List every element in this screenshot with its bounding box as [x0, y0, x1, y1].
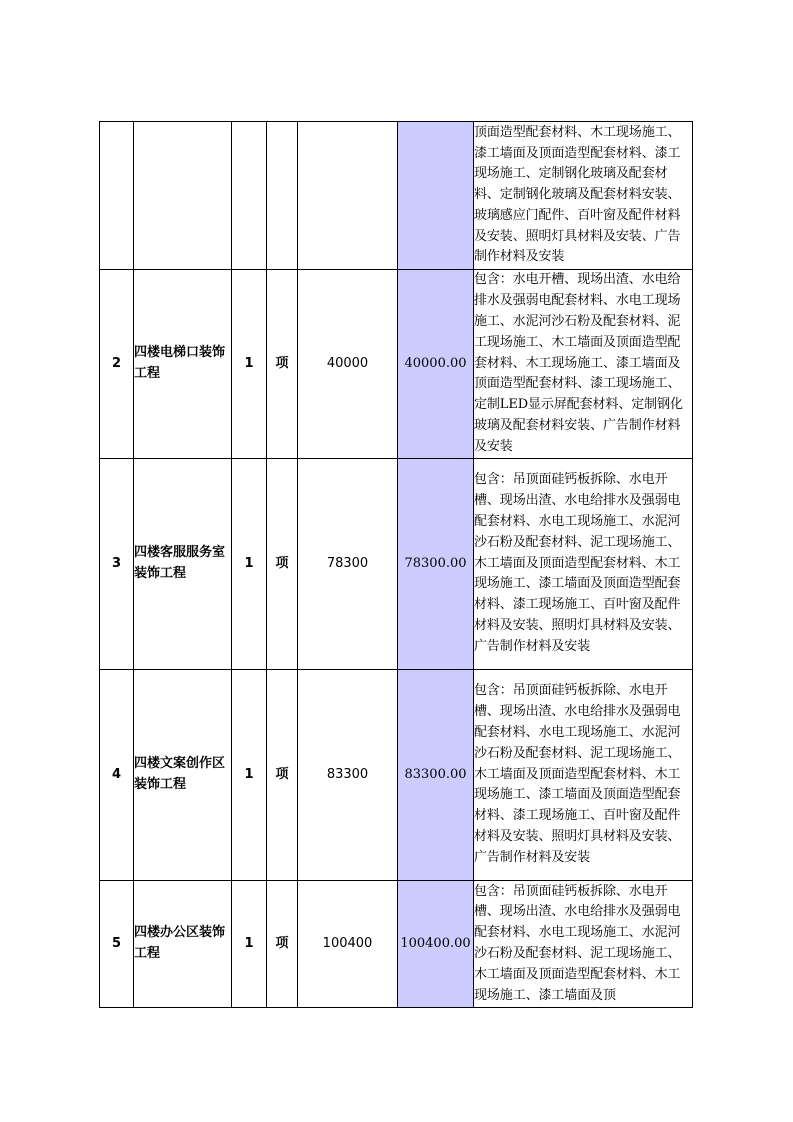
row-number — [100, 122, 134, 270]
item-description: 包含：吊顶面硅钙板拆除、水电开槽、现场出渣、水电给排水及强弱电配套材料、水电工现场施工、水泥河沙石粉及配套材料、泥工现场施工、木工墙面及顶面造型配套材料、木工现场施工、漆工墙面及顶面造型配套材料、漆工现场施工、百叶窗及配件材料及安装、照明灯具材料及安装、广告制作材料及安装 — [474, 459, 693, 670]
table-row — [100, 881, 693, 1008]
row-number: 4 — [100, 670, 134, 881]
table-row — [100, 122, 693, 270]
item-name: 四楼办公区装饰工程 — [134, 881, 232, 1008]
item-total: 100400.00 — [398, 881, 474, 1008]
item-total: 40000.00 — [398, 270, 474, 459]
item-description: 包含：吊顶面硅钙板拆除、水电开槽、现场出渣、水电给排水及强弱电配套材料、水电工现场施工、水泥河沙石粉及配套材料、泥工现场施工、木工墙面及顶面造型配套材料、木工现场施工、漆工墙面及顶面造型配套材料、漆工现场施工、百叶窗及配件材料及安装、照明灯具材料及安装、广告制作材料及安装 — [474, 670, 693, 881]
table-row — [100, 459, 693, 670]
table-row — [100, 270, 693, 459]
item-total: 78300.00 — [398, 459, 474, 670]
item-name: 四楼文案创作区装饰工程 — [134, 670, 232, 881]
item-unit: 项 — [267, 459, 298, 670]
item-unit — [267, 122, 298, 270]
item-unit-price — [298, 122, 398, 270]
item-name: 四楼客服服务室装饰工程 — [134, 459, 232, 670]
item-quantity: 1 — [232, 459, 267, 670]
quotation-table — [99, 121, 693, 1008]
item-unit-price: 100400 — [298, 881, 398, 1008]
table-row — [100, 670, 693, 881]
item-unit: 项 — [267, 270, 298, 459]
item-unit-price: 78300 — [298, 459, 398, 670]
row-number: 3 — [100, 459, 134, 670]
item-unit: 项 — [267, 881, 298, 1008]
item-total: 83300.00 — [398, 670, 474, 881]
item-name: 四楼电梯口装饰工程 — [134, 270, 232, 459]
item-description: 包含：水电开槽、现场出渣、水电给排水及强弱电配套材料、水电工现场施工、水泥河沙石粉及配套材料、泥工现场施工、木工墙面及顶面造型配套材料、木工现场施工、漆工墙面及顶面造型配套材料、漆工现场施工、定制LED显示屏配套材料、定制钢化玻璃及配套材料安装、广告制作材料及安装 — [474, 270, 693, 459]
item-description: 包含：吊顶面硅钙板拆除、水电开槽、现场出渣、水电给排水及强弱电配套材料、水电工现场施工、水泥河沙石粉及配套材料、泥工现场施工、木工墙面及顶面造型配套材料、木工现场施工、漆工墙面及顶 — [474, 881, 693, 1008]
item-total — [398, 122, 474, 270]
item-quantity: 1 — [232, 881, 267, 1008]
item-description: 顶面造型配套材料、木工现场施工、漆工墙面及顶面造型配套材料、漆工现场施工、定制钢化玻璃及配套材料、定制钢化玻璃及配套材料安装、玻璃感应门配件、百叶窗及配件材料及安装、照明灯具材料及安装、广告制作材料及安装 — [474, 122, 693, 270]
item-quantity — [232, 122, 267, 270]
item-unit-price: 40000 — [298, 270, 398, 459]
item-quantity: 1 — [232, 670, 267, 881]
row-number: 2 — [100, 270, 134, 459]
row-number: 5 — [100, 881, 134, 1008]
item-name — [134, 122, 232, 270]
item-unit: 项 — [267, 670, 298, 881]
item-unit-price: 83300 — [298, 670, 398, 881]
item-quantity: 1 — [232, 270, 267, 459]
